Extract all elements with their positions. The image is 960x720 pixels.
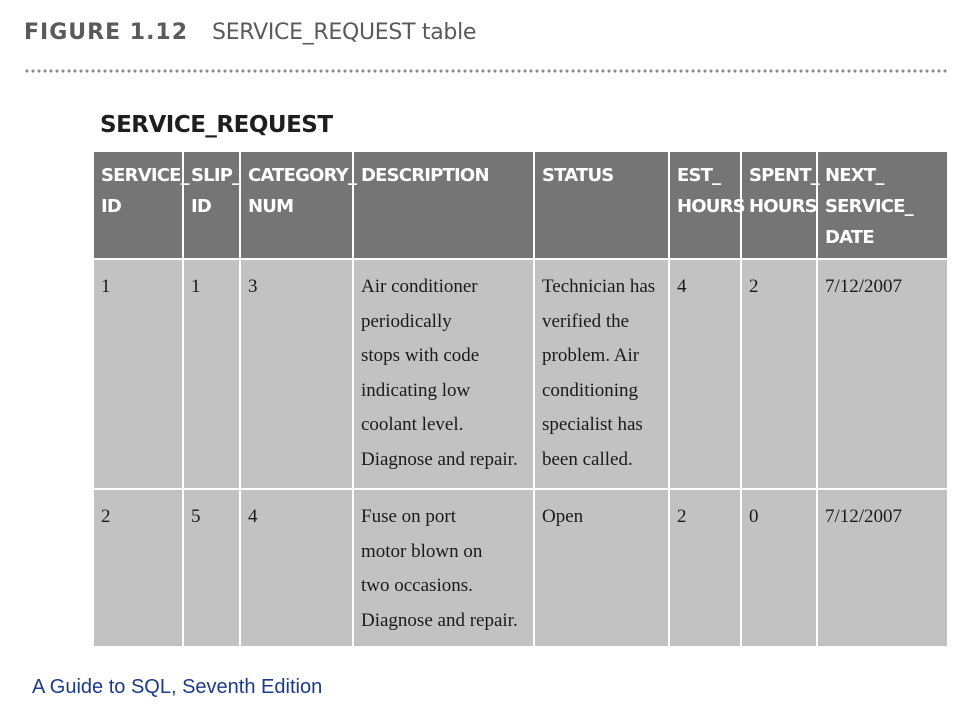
- cell-spent-hours: 2: [741, 259, 817, 489]
- column-header-service-id: SERVICE_ ID: [93, 151, 183, 259]
- cell-next-service-date: 7/12/2007: [817, 489, 948, 647]
- cell-service-id: 1: [93, 259, 183, 489]
- cell-est-hours: 4: [669, 259, 741, 489]
- cell-category-num: 4: [240, 489, 353, 647]
- column-header-spent-hours: SPENT_ HOURS: [741, 151, 817, 259]
- column-header-est-hours: EST_ HOURS: [669, 151, 741, 259]
- footer-text: A Guide to SQL, Seventh Edition: [32, 676, 323, 698]
- column-header-category-num: CATEGORY_ NUM: [240, 151, 353, 259]
- figure-label: FIGURE 1.12: [24, 20, 189, 45]
- table-header-row: [93, 151, 948, 259]
- figure-caption: SERVICE_REQUEST table: [212, 20, 477, 45]
- column-header-description: DESCRIPTION: [353, 151, 534, 259]
- cell-next-service-date: 7/12/2007: [817, 259, 948, 489]
- table-row: [93, 489, 948, 647]
- cell-est-hours: 2: [669, 489, 741, 647]
- cell-spent-hours: 0: [741, 489, 817, 647]
- cell-status: Open: [534, 489, 669, 647]
- cell-slip-id: 1: [183, 259, 240, 489]
- column-header-next-service-date: NEXT_ SERVICE_ DATE: [817, 151, 948, 259]
- column-header-status: STATUS: [534, 151, 669, 259]
- service-request-table: [92, 150, 949, 648]
- figure-header: [24, 20, 476, 45]
- cell-category-num: 3: [240, 259, 353, 489]
- cell-status: Technician has verified the problem. Air conditioning specialist has been called.: [534, 259, 669, 489]
- table-title: SERVICE_REQUEST: [100, 112, 333, 138]
- table-row: [93, 259, 948, 489]
- cell-slip-id: 5: [183, 489, 240, 647]
- dotted-divider: [24, 68, 948, 74]
- cell-description: Fuse on port motor blown on two occasions. Diagnose and repair.: [353, 489, 534, 647]
- cell-service-id: 2: [93, 489, 183, 647]
- column-header-slip-id: SLIP_ ID: [183, 151, 240, 259]
- cell-description: Air conditioner periodically stops with code indicating low coolant level. Diagnose and repair.: [353, 259, 534, 489]
